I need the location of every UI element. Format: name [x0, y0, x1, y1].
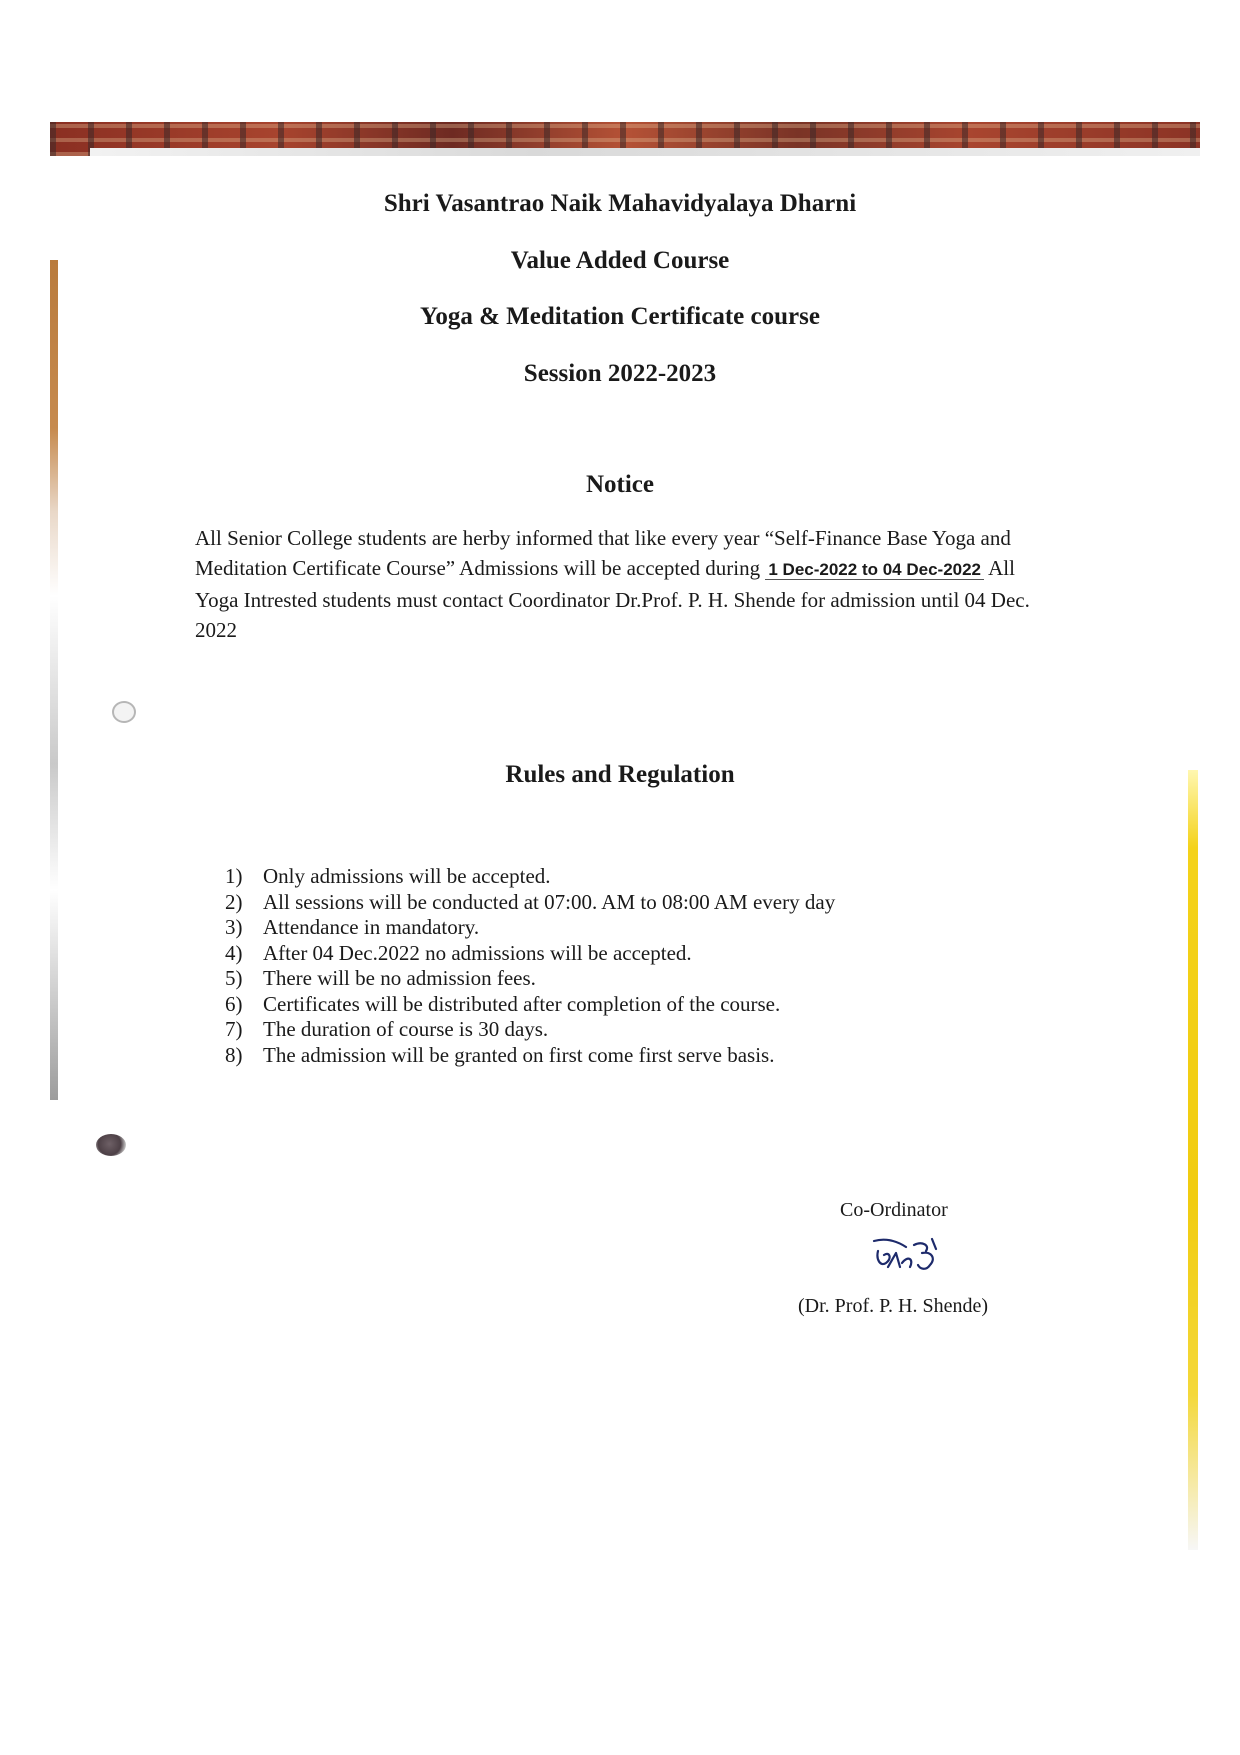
rule-item [225, 966, 835, 992]
rule-number: 6) [225, 991, 243, 1016]
college-name: Shri Vasantrao Naik Mahavidyalaya Dharni [383, 190, 857, 217]
rule-text: There will be no admission fees. [263, 966, 536, 990]
rule-text: The admission will be granted on first come first serve basis. [263, 1042, 775, 1067]
rule-number: 8) [225, 1042, 243, 1067]
handwritten-signature [870, 1233, 950, 1285]
rule-item [225, 941, 835, 967]
rule-number: 3) [225, 915, 243, 939]
notice-text-part-2: All Yoga Intrested students must contact Coordinator Dr.Prof. P. H. Shende for admission until 04 Dec. 2022 [195, 556, 1030, 642]
course-name: Yoga & Meditation Certificate course [420, 303, 820, 330]
notice-body [195, 523, 1055, 645]
admission-date-range: 1 Dec-2022 to 04 Dec-2022 [765, 560, 984, 580]
notice-heading: Notice [585, 471, 655, 498]
rule-number: 1) [225, 864, 243, 888]
punch-hole-top [112, 701, 136, 723]
rule-text: After 04 Dec.2022 no admissions will be accepted. [263, 940, 692, 965]
punch-hole-bottom [96, 1134, 126, 1156]
rule-number: 7) [225, 1017, 243, 1041]
rules-heading: Rules and Regulation [505, 761, 735, 788]
session-title: Session 2022-2023 [523, 360, 717, 387]
signatory-name: (Dr. Prof. P. H. Shende) [798, 1295, 988, 1317]
paper-top-edge [90, 148, 1200, 156]
rule-text: Only admissions will be accepted. [263, 864, 551, 888]
rule-number: 4) [225, 940, 243, 965]
signatory-role: Co-Ordinator [840, 1199, 948, 1221]
rule-text: The duration of course is 30 days. [263, 1017, 549, 1041]
rule-item [225, 864, 835, 890]
rule-item [225, 992, 835, 1018]
rule-item [225, 890, 835, 916]
rule-text: Attendance in mandatory. [263, 915, 480, 939]
rule-number: 5) [225, 966, 243, 990]
notice-text-part-1: All Senior College students are herby informed that like every year “Self-Finance Base Yoga and Meditation Certificate Course” Admissions will be accepted during [195, 526, 1011, 580]
rule-item [225, 1043, 835, 1069]
rule-item [225, 915, 835, 941]
rule-number: 2) [225, 889, 243, 914]
rule-item [225, 1017, 835, 1043]
course-type: Value Added Course [510, 247, 730, 274]
rules-list [225, 864, 835, 1068]
right-yellow-edge [1188, 770, 1198, 1550]
rule-text: All sessions will be conducted at 07:00. AM to 08:00 AM every day [263, 889, 836, 914]
rule-text: Certificates will be distributed after completion of the course. [263, 991, 781, 1016]
